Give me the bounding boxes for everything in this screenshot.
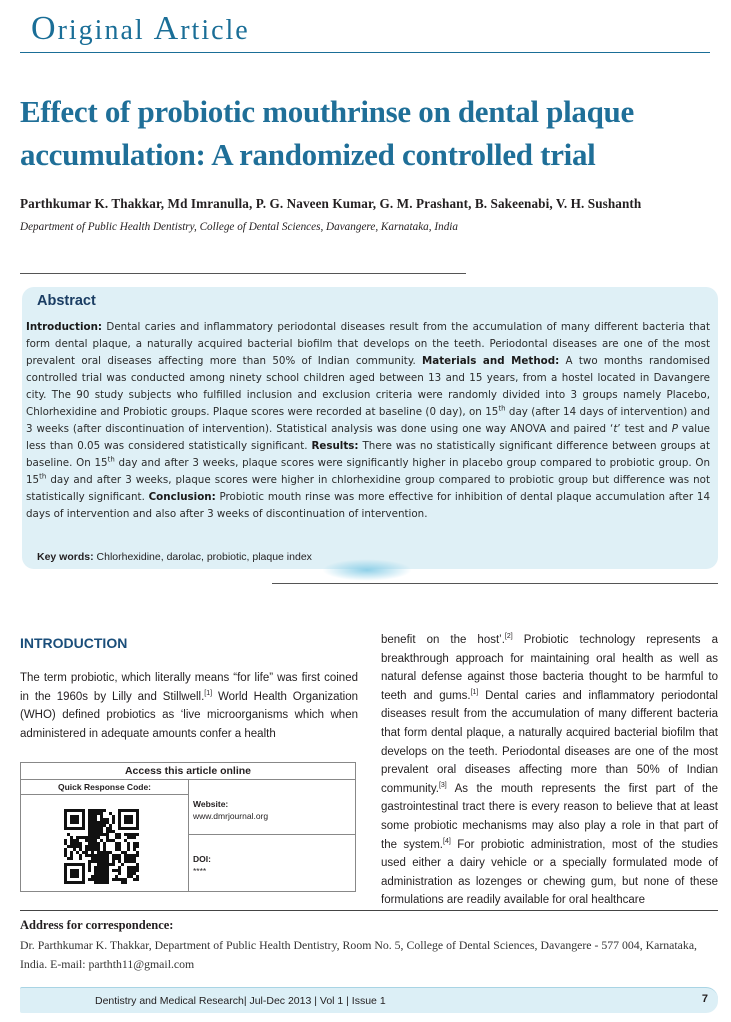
paragraph-text: For probiotic administration, most of the studies used either a dairy vehicle or a specially formulated mode of administration as lozenges or chewing gum, but none of these formulations are readily available for oral healthcare [381, 838, 718, 907]
doi-cell [189, 835, 355, 891]
qr-code-icon[interactable] [64, 809, 139, 884]
author-list: Parthkumar K. Thakkar, Md Imranulla, P. G. Naveen Kumar, G. M. Prashant, B. Sakeenabi, V. H. Sushanth [20, 196, 642, 211]
paragraph-text: Probiotic technology represents a breakthrough approach for maintaining oral health as well as natural defense against those bacteria thought to be harmful to teeth and gums. [381, 634, 718, 702]
access-box-title: Access this article online [21, 763, 355, 780]
abstract-methods-label: Materials and Method: [422, 355, 560, 367]
citation-ref[interactable]: [4] [443, 837, 451, 845]
decorative-glow [322, 559, 412, 581]
abstract-results-text: There was no statistically significant difference between groups at baseline. On 15 [26, 440, 710, 469]
affiliation: Department of Public Health Dentistry, College of Dental Sciences, Davangere, Karnataka, India [20, 221, 458, 233]
correspondence-text: Dr. Parthkumar K. Thakkar, Department of Public Health Dentistry, Room No. 5, College of Dental Sciences, Davangere - 577 004, Karnataka, India. E-mail: parthth11@gmail.com [20, 938, 698, 971]
abstract-methods-text: value less than 0.05 was considered statistically significant. [26, 423, 710, 452]
abstract-results-label: Results: [311, 440, 359, 452]
abstract-p-symbol: P [671, 423, 678, 435]
title-divider [20, 273, 466, 274]
qr-cell [21, 795, 189, 891]
abstract-heading: Abstract [37, 293, 96, 309]
keywords-label: Key words: [37, 551, 94, 563]
keywords-list: Chlorhexidine, darolac, probiotic, plaque index [93, 551, 312, 563]
abstract-intro-label: Introduction: [26, 321, 103, 333]
citation-ref[interactable]: [1] [204, 689, 213, 697]
paragraph-text: World Health Organization (WHO) defined probiotics as ‘live microorganisms which when administered in adequate amounts confer a health [20, 690, 359, 740]
abstract-body [26, 319, 710, 523]
correspondence-divider [20, 910, 718, 911]
section-label-cap-2: A [153, 10, 181, 47]
section-label-cap-1: O [31, 10, 58, 47]
abstract-divider [272, 583, 718, 584]
website-label: Website: [193, 799, 229, 809]
abstract-methods-text: day (after 14 days of intervention) and 3 weeks (after discontinuation of intervention). Statistical analysis was done using one way ANOVA and paired ‘ [26, 406, 711, 435]
citation-ref[interactable]: [2] [504, 633, 513, 641]
page-footer [20, 987, 718, 1013]
abstract-methods-text: A two months randomised controlled trial was conducted among ninety school children aged between 13 and 15 years, from a hostel located in Davangere city. The 90 study subjects who fulfilled inclusion and exclusion criteria were randomly divided into 3 groups namely Placebo, Chlorhexidine and Probiotic groups. Plaque scores were recorded at baseline (0 day), on 15 [26, 355, 711, 418]
section-label-word-1: riginal [57, 15, 145, 46]
article-title: Effect of probiotic mouthrinse on dental plaque accumulation: A randomized controlled trial [20, 94, 634, 172]
abstract-conclusion-text: Probiotic mouth rinse was more effective for inhibition of dental plaque accumulation after 14 days of intervention and also after 3 weeks of discontinuation of intervention. [26, 491, 710, 520]
citation-ref[interactable]: [1] [470, 688, 479, 696]
abstract-methods-text: ’ test and [617, 423, 672, 435]
page-number: 7 [701, 993, 708, 1005]
superscript: th [107, 455, 115, 464]
paragraph-text: As the mouth represents the first part of the gastrointestinal tract there is every reason to believe that at least some probiotic mechanisms may also play a role in that part of the system. [381, 782, 718, 851]
introduction-heading: INTRODUCTION [20, 635, 128, 651]
abstract-results-text: day and after 3 weeks, plaque scores were higher in chlorhexidine group compared to probiotic group but difference was not statistically significant. [26, 474, 710, 503]
abstract-results-text: day and after 3 weeks, plaque scores were significantly higher in placebo group compared to probiotic group. On 15 [26, 457, 710, 486]
paragraph-text: Dental caries and inflammatory periodontal diseases result from the accumulation of many different bacteria that form dental plaque, a naturally acquired bacterial biofilm that develops on the teeth. Periodontal diseases are one of the most prevalent oral diseases affecting more than 50% of Indian community. [381, 689, 718, 795]
citation-ref[interactable]: [3] [438, 781, 447, 789]
doi-label: DOI: [193, 854, 211, 864]
body-column-left [20, 669, 358, 743]
website-link[interactable]: www.dmrjournal.org [193, 811, 269, 821]
paragraph-text: benefit on the host’. [381, 634, 505, 646]
header-divider [20, 52, 710, 53]
doi-value: **** [193, 866, 207, 876]
journal-citation: Dentistry and Medical Research| Jul-Dec 2013 | Vol 1 | Issue 1 [95, 995, 386, 1007]
section-label [31, 10, 250, 48]
superscript: th [39, 472, 47, 481]
correspondence-heading: Address for correspondence: [20, 918, 174, 932]
keywords [37, 551, 312, 563]
body-column-right [381, 631, 718, 910]
superscript: th [498, 404, 506, 413]
qr-label: Quick Response Code: [21, 780, 189, 795]
abstract-conclusion-label: Conclusion: [148, 491, 216, 503]
section-label-word-2: rticle [180, 15, 250, 46]
paragraph-text: The term probiotic, which literally means “for life” was first coined in the 1960s by Lilly and Stillwell. [20, 672, 358, 703]
abstract-intro-text: Dental caries and inflammatory periodontal diseases result from the accumulation of many different bacteria that form dental plaque, a naturally acquired bacterial biofilm that develops on the teeth. Periodontal diseases are one of the most prevalent oral diseases affecting more than 50% of Indian community. [26, 321, 710, 367]
abstract-t-symbol: t [613, 423, 618, 435]
access-article-box [20, 762, 356, 892]
website-cell [189, 780, 355, 835]
